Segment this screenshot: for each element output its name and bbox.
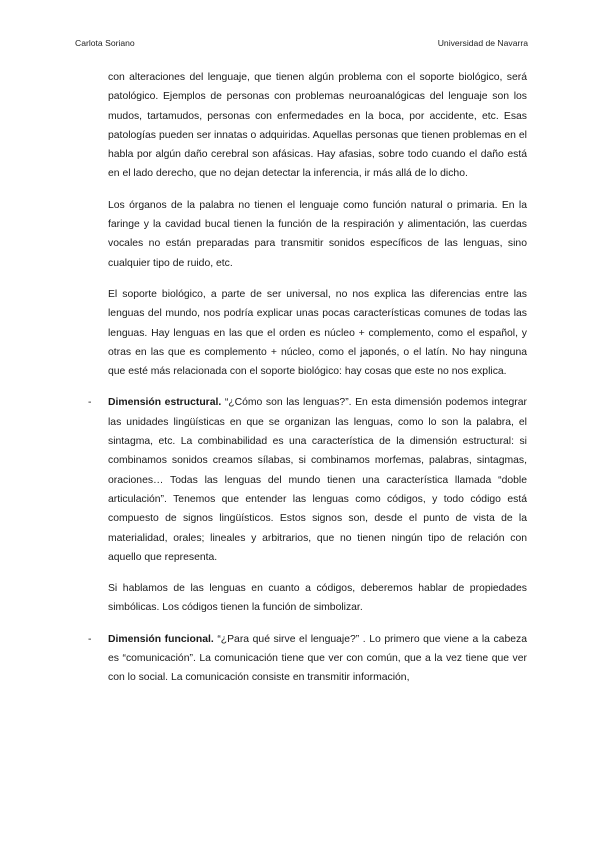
item-body: “¿Cómo son las lenguas?”. En esta dimensión podemos integrar las unidades lingüísticas en que se organizan las lenguas, como lo son la palabra, el sintagma, etc. La combinabilidad es una característica de la dimensión estructural: si combinamos sonidos creamos sílabas, si combinamos morfemas, palabras, sintagmas, oraciones… Todas las lenguas del mundo tienen una característica llamada “doble articulación”. Tenemos que entender las lenguas como códigos, y todo código está compuesto de signos lingüísticos. Estos signos son, desde el punto de vista de la materialidad, orales; lineales y arbitrarios, que no tienen ningún tipo de relación con aquello que representa. <box>108 397 527 563</box>
page-header <box>75 38 528 48</box>
paragraph-1: con alteraciones del lenguaje, que tienen algún problema con el soporte biológico, será patológico. Ejemplos de personas con problemas neuroanalógicas del lenguaje son los mudos, tartamudos, personas con enfermedades en la boca, por accidente, etc. Esas patologías pueden ser innatas o adquiridas. Aquellas personas que tienen problemas en el habla por algún daño cerebral son afásicas. Hay afasias, sobre todo cuando el daño está en el lado derecho, que no dejan detectar la inferencia, ir más allá de lo dicho. <box>108 72 527 180</box>
document-body <box>88 68 527 700</box>
paragraph-4: Si hablamos de las lenguas en cuanto a códigos, deberemos hablar de propiedades simbólicas. Los códigos tienen la función de simbolizar. <box>108 583 527 614</box>
list-dash: - <box>88 397 92 409</box>
term-dimension-estructural: Dimensión estructural. <box>108 397 222 409</box>
list-item-dimension-estructural <box>88 393 527 567</box>
list-item-text <box>108 630 527 688</box>
list-dash: - <box>88 633 92 645</box>
list-item-text <box>108 393 527 567</box>
paragraph-2: Los órganos de la palabra no tienen el lenguaje como función natural o primaria. En la faringe y la cavidad bucal tienen la función de la respiración y alimentación, las cuerdas vocales no están preparadas para transmitir sonidos específicos de las lenguas, sino cualquier tipo de ruido, etc. <box>108 199 527 269</box>
item-body: “¿Para qué sirve el lenguaje?” . Lo primero que viene a la cabeza es “comunicación”. La comunicación tiene que ver con común, que a la vez tiene que ver con lo social. La comunicación consiste en transmitir información, <box>108 633 527 684</box>
paragraph-3: El soporte biológico, a parte de ser universal, no nos explica las diferencias entre las lenguas del mundo, nos podría explicar unas pocas características comunes de todas las lenguas. Hay lenguas en las que el orden es núcleo + complemento, como el español, y otras en las que es complemento + núcleo, como el japonés, o el latín. No hay ninguna que esté más relacionada con el soporte biológico: hay cosas que este no nos explica. <box>108 288 527 378</box>
header-institution: Universidad de Navarra <box>437 38 528 48</box>
term-dimension-funcional: Dimensión funcional. <box>108 633 214 645</box>
header-author: Carlota Soriano <box>75 38 135 48</box>
list-item-dimension-funcional <box>88 630 527 688</box>
